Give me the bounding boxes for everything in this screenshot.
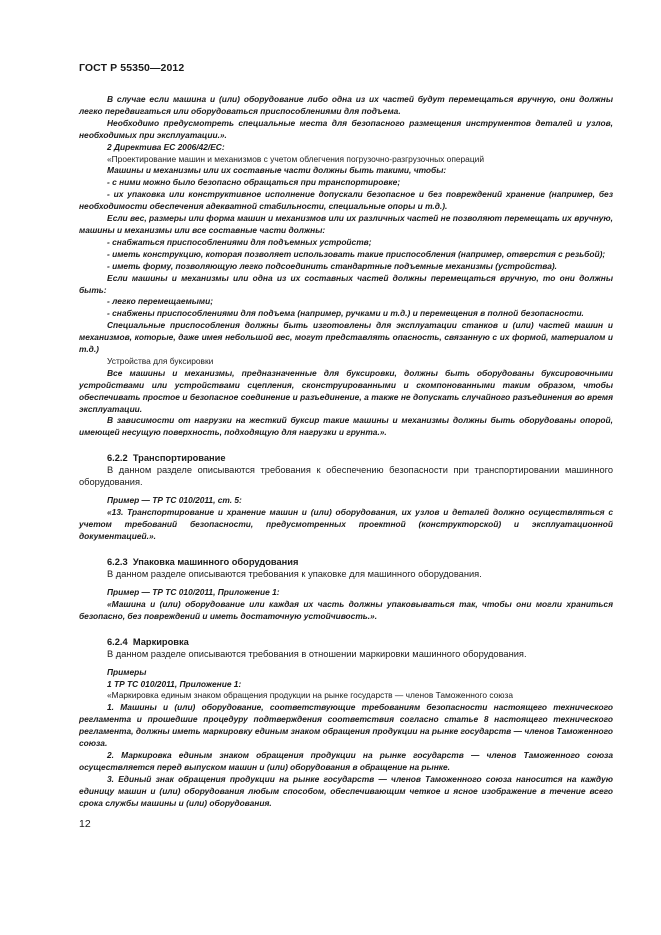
subheading: Устройства для буксировки <box>107 355 214 366</box>
section-title-6-2-3 <box>79 556 613 568</box>
directive-label: 2 Директива ЕС 2006/42/ЕС: <box>107 141 225 152</box>
section-body: В данном разделе описываются требования в отношении маркировки машинного оборудования. <box>107 648 527 659</box>
list-item: 3. Единый знак обращения продукции на рынке государств — членов Таможенного союза наносится на каждую единицу машин и (или) оборудования любым способом, обеспечивающим четкое и ясное изображение в течение всего срока службы машины и (или) оборудования. <box>79 773 613 808</box>
list-item: - снабжены приспособлениями для подъема (например, ручками и т.д.) и перемещения в полной безопасности. <box>107 308 584 319</box>
paragraph: Необходимо предусмотреть специальные места для безопасного размещения инструментов деталей и узлов, необходимых при эксплуатации.». <box>79 117 613 140</box>
section-heading: Маркировка <box>132 636 189 647</box>
section-number: 6.2.2 <box>107 453 128 464</box>
list-item: - иметь конструкцию, которая позволяет использовать такие приспособления (например, отверстия с резьбой); <box>107 248 606 259</box>
section-body: В данном разделе описываются требования к обеспечению безопасности при транспортировании машинного оборудования. <box>79 465 613 488</box>
paragraph: Если вес, размеры или форма машин и механизмов или их различных частей не позволяют перемещать их вручную, машины и механизмы или все составные части должны: <box>79 213 613 235</box>
example-text: «13. Транспортирование и хранение машин и (или) оборудования, их узлов и деталей должно осуществляться с учетом требований безопасности, предусмотренных проектной (конструкторской) и эксплуатационной документацией.». <box>79 507 613 541</box>
examples-label: Примеры <box>107 666 147 677</box>
list-item: - с ними можно было безопасно обращаться при транспортировке; <box>107 177 401 188</box>
example-intro: «Маркировка единым знаком обращения продукции на рынке государств — членов Таможенного союза <box>107 690 514 701</box>
example-label: Пример — ТР ТС 010/2011, ст. 5: <box>107 495 242 506</box>
example-label: Пример — ТР ТС 010/2011, Приложение 1: <box>107 586 280 597</box>
list-item: - легко перемещаемыми; <box>107 296 214 307</box>
list-item: 2. Маркировка единым знаком обращения продукции на рынке государств — членов Таможенного союза осуществляется перед выпуском машин и (или) оборудования в обращение на рынке. <box>79 749 613 772</box>
section-heading: Транспортирование <box>132 453 226 464</box>
list-item: - снабжаться приспособлениями для подъемных устройств; <box>107 236 372 247</box>
section-body: В данном разделе описываются требования к упаковке для машинного оборудования. <box>107 568 482 579</box>
paragraph: Если машины и механизмы или одна из их составных частей должны перемещаться вручную, то они должны быть: <box>79 272 613 295</box>
list-item: - иметь форму, позволяющую легко подсоединить стандартные подъемные механизмы (устройства). <box>107 260 558 271</box>
page-header: ГОСТ Р 55350—2012 <box>79 62 185 74</box>
section-heading: Упаковка машинного оборудования <box>132 556 299 567</box>
list-item: 1. Машины и (или) оборудование, соответствующие требованиям безопасности настоящего технического регламента и прошедшие процедуру подтверждения соответствия согласно статье 8 настоящего технического регламента, должны иметь маркировку единым знаком обращения продукции на рынке государств — членов Таможенного союза. <box>79 702 613 749</box>
paragraph: Специальные приспособления должны быть изготовлены для эксплуатации станков и (или) частей машин и механизмов, которые, даже имея небольшой вес, могут представлять опасность, связанную с их формой, материалом и т.д.) <box>79 320 613 355</box>
section-number: 6.2.3 <box>107 556 128 567</box>
example-label: 1 ТР ТС 010/2011, Приложение 1: <box>107 678 242 689</box>
paragraph: «Проектирование машин и механизмов с учетом облегчения погрузочно-разгрузочных операций <box>107 153 484 164</box>
page-content <box>79 94 613 810</box>
section-title-6-2-4 <box>79 636 613 648</box>
paragraph: В зависимости от нагрузки на жесткий буксир такие машины и механизмы должны быть оборудованы опорой, имеющей несущую поверхность, подходящую для нагрузки и грунта.». <box>79 415 613 438</box>
list-item: - их упаковка или конструктивное исполнение допускали безопасное и без повреждений хранение (например, без необходимости обеспечения адекватной стабильности, специальные опоры и т.д.). <box>79 189 613 212</box>
example-text: «Машина и (или) оборудование или каждая их часть должны упаковываться так, чтобы они могли храниться безопасно, без повреждений и иметь достаточную устойчивость.». <box>79 598 613 621</box>
section-title-6-2-2 <box>79 452 613 464</box>
paragraph: Машины и механизмы или их составные части должны быть такими, чтобы: <box>107 165 447 176</box>
paragraph: В случае если машина и (или) оборудование либо одна из их частей будут перемещаться вручную, они должны легко передвигаться или оборудоваться приспособлениями для подъема. <box>79 94 613 116</box>
paragraph: Все машины и механизмы, предназначенные для буксировки, должны быть оборудованы буксировочными устройствами или устройствами сцепления, сконструированными и скомпонованными таким образом, чтобы обеспечивать простое и безопасное соединение и разъединение, а также не допускать случайного разъединения во время эксплуатации. <box>79 367 613 414</box>
section-number: 6.2.4 <box>107 636 128 647</box>
page-number: 12 <box>79 818 91 830</box>
